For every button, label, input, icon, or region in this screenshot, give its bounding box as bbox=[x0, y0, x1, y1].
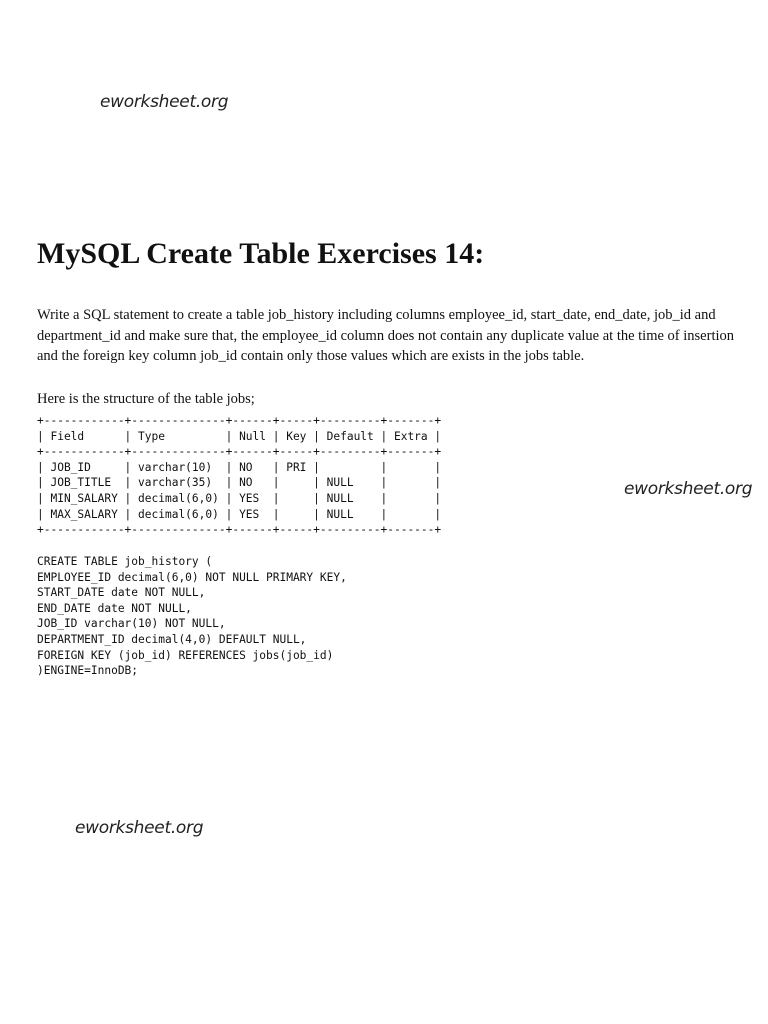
code-line: )ENGINE=InnoDB; bbox=[37, 664, 139, 678]
jobs-table-structure bbox=[37, 413, 441, 538]
watermark-top: eworksheet.org bbox=[100, 92, 229, 112]
structure-intro: Here is the structure of the table jobs; bbox=[37, 391, 255, 407]
code-line: START_DATE date NOT NULL, bbox=[37, 586, 206, 600]
table-line: | MIN_SALARY | decimal(6,0) | YES | | NULL | | bbox=[37, 491, 442, 505]
sql-solution-code bbox=[37, 554, 347, 679]
table-line: +------------+--------------+------+-----+---------+-------+ bbox=[37, 414, 442, 427]
code-line: END_DATE date NOT NULL, bbox=[37, 601, 192, 615]
watermark-right: eworksheet.org bbox=[624, 479, 753, 499]
code-line: DEPARTMENT_ID decimal(4,0) DEFAULT NULL, bbox=[37, 632, 307, 646]
code-line: FOREIGN KEY (job_id) REFERENCES jobs(job_id) bbox=[37, 648, 334, 662]
table-line: | JOB_TITLE | varchar(35) | NO | | NULL | | bbox=[37, 476, 442, 490]
code-line: CREATE TABLE job_history ( bbox=[37, 555, 213, 568]
watermark-bottom: eworksheet.org bbox=[75, 818, 204, 838]
code-line: JOB_ID varchar(10) NOT NULL, bbox=[37, 617, 226, 631]
page-title: MySQL Create Table Exercises 14: bbox=[37, 237, 485, 270]
code-line: EMPLOYEE_ID decimal(6,0) NOT NULL PRIMARY KEY, bbox=[37, 570, 347, 584]
table-line: | Field | Type | Null | Key | Default | Extra | bbox=[37, 429, 442, 443]
table-line: +------------+--------------+------+-----+---------+-------+ bbox=[37, 445, 442, 459]
table-line: | MAX_SALARY | decimal(6,0) | YES | | NULL | | bbox=[37, 507, 442, 521]
exercise-description: Write a SQL statement to create a table job_history including columns employee_id, start_date, end_date, job_id and department_id and make sure that, the employee_id column does not contain any duplicate value at the time of insertion and the foreign key column job_id contain only those values which are exists in the jobs table. bbox=[37, 307, 734, 364]
table-line: +------------+--------------+------+-----+---------+-------+ bbox=[37, 523, 442, 537]
table-line: | JOB_ID | varchar(10) | NO | PRI | | | bbox=[37, 460, 442, 474]
